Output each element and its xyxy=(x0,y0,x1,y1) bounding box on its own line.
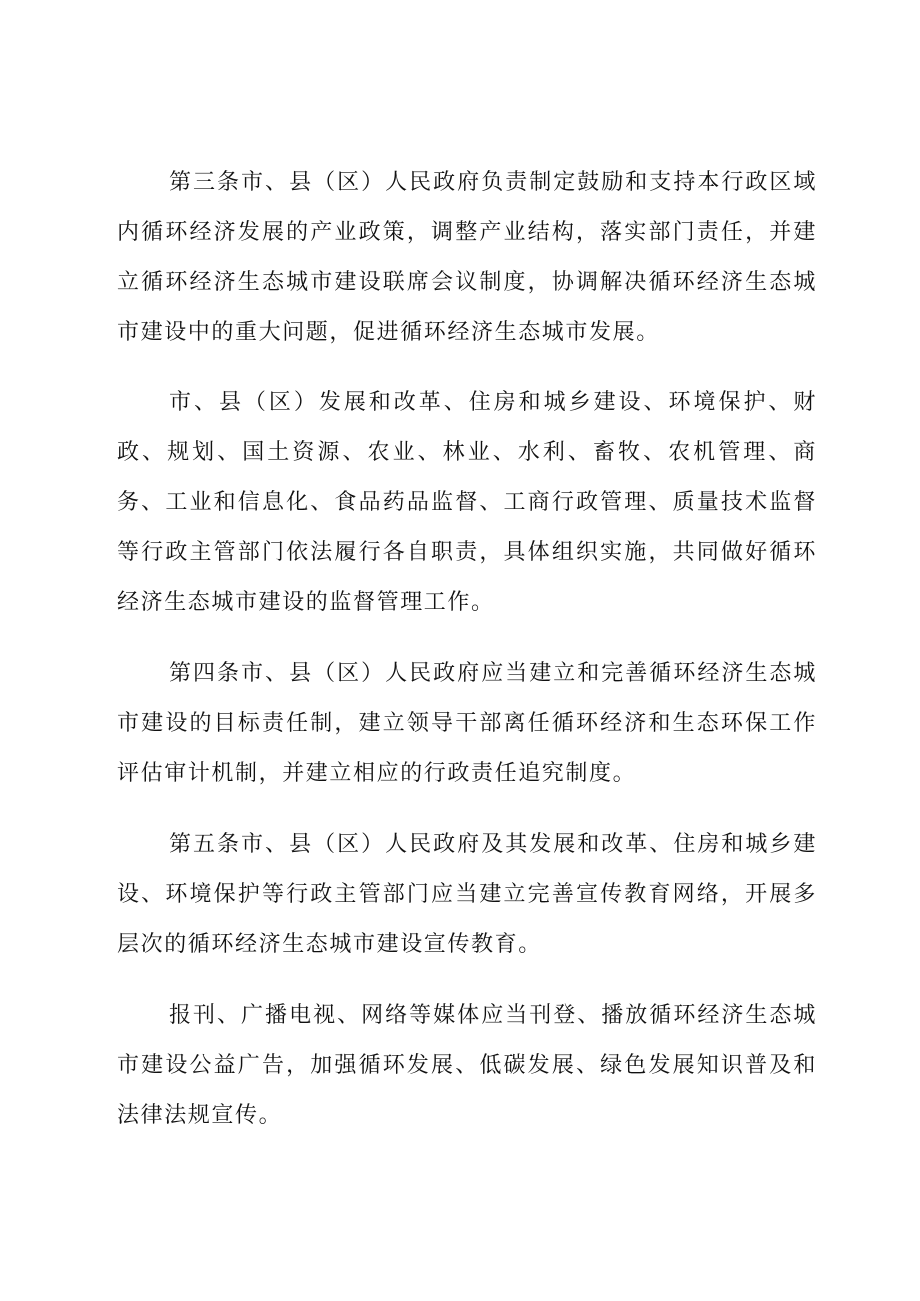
paragraph-media: 报刊、广播电视、网络等媒体应当刊登、播放循环经济生态城市建设公益广告，加强循环发展、低碳发展、绿色发展知识普及和法律法规宣传。 xyxy=(117,1003,817,1128)
paragraph-article-4: 第四条市、县（区）人民政府应当建立和完善循环经济生态城市建设的目标责任制，建立领导干部离任循环经济和生态环保工作评估审计机制，并建立相应的行政责任追究制度。 xyxy=(117,661,817,786)
paragraph-departments: 市、县（区）发展和改革、住房和城乡建设、环境保护、财政、规划、国土资源、农业、林业、水利、畜牧、农机管理、商务、工业和信息化、食品药品监督、工商行政管理、质量技术监督等行政主管部门依法履行各自职责，具体组织实施，共同做好循环经济生态城市建设的监督管理工作。 xyxy=(117,390,817,615)
paragraph-article-5: 第五条市、县（区）人民政府及其发展和改革、住房和城乡建设、环境保护等行政主管部门应当建立完善宣传教育网络，开展多层次的循环经济生态城市建设宣传教育。 xyxy=(117,832,817,957)
document-body xyxy=(117,158,817,1141)
paragraph-article-3: 第三条市、县（区）人民政府负责制定鼓励和支持本行政区域内循环经济发展的产业政策，调整产业结构，落实部门责任，并建立循环经济生态城市建设联席会议制度，协调解决循环经济生态城市建设中的重大问题，促进循环经济生态城市发展。 xyxy=(117,170,817,345)
